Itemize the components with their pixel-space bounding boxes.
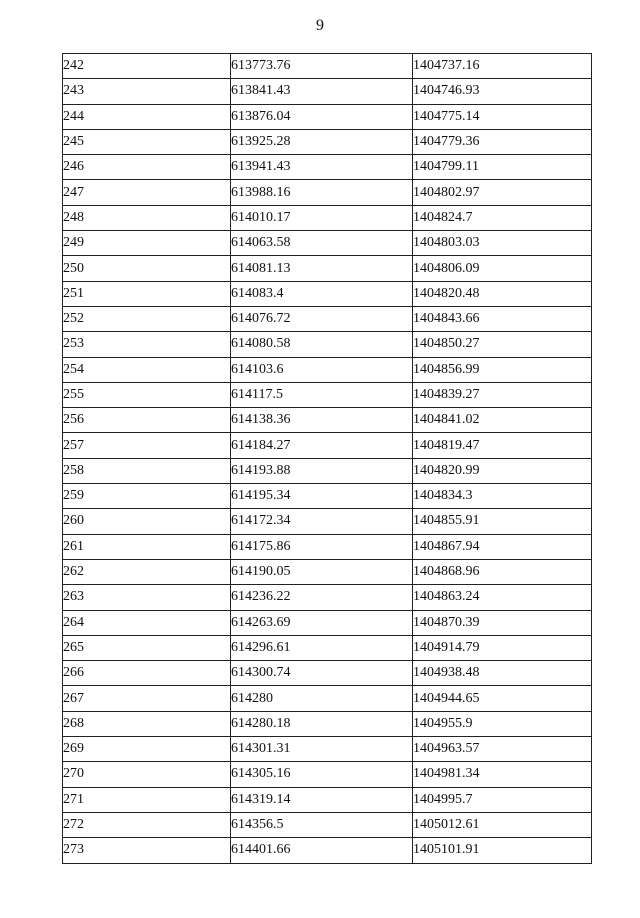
table-row: [63, 231, 592, 256]
table-row: [63, 610, 592, 635]
table-row: [63, 585, 592, 610]
x-coordinate-cell: 614081.13: [231, 256, 413, 281]
y-coordinate-cell: 1404824.7: [413, 205, 592, 230]
table-row: [63, 737, 592, 762]
point-number-cell: 255: [63, 382, 231, 407]
table-row: [63, 458, 592, 483]
y-coordinate-cell: 1404855.91: [413, 509, 592, 534]
y-coordinate-cell: 1404806.09: [413, 256, 592, 281]
y-coordinate-cell: 1404775.14: [413, 104, 592, 129]
x-coordinate-cell: 614236.22: [231, 585, 413, 610]
table-row: [63, 559, 592, 584]
table-row: [63, 762, 592, 787]
y-coordinate-cell: 1405012.61: [413, 812, 592, 837]
point-number-cell: 244: [63, 104, 231, 129]
table-row: [63, 79, 592, 104]
point-number-cell: 246: [63, 155, 231, 180]
table-row: [63, 256, 592, 281]
point-number-cell: 267: [63, 686, 231, 711]
x-coordinate-cell: 614280: [231, 686, 413, 711]
x-coordinate-cell: 614401.66: [231, 838, 413, 863]
point-number-cell: 247: [63, 180, 231, 205]
table-row: [63, 711, 592, 736]
y-coordinate-cell: 1405101.91: [413, 838, 592, 863]
y-coordinate-cell: 1404843.66: [413, 306, 592, 331]
point-number-cell: 252: [63, 306, 231, 331]
point-number-cell: 269: [63, 737, 231, 762]
x-coordinate-cell: 614193.88: [231, 458, 413, 483]
table-row: [63, 509, 592, 534]
y-coordinate-cell: 1404963.57: [413, 737, 592, 762]
x-coordinate-cell: 613841.43: [231, 79, 413, 104]
x-coordinate-cell: 614083.4: [231, 281, 413, 306]
y-coordinate-cell: 1404867.94: [413, 534, 592, 559]
x-coordinate-cell: 613925.28: [231, 129, 413, 154]
point-number-cell: 264: [63, 610, 231, 635]
table-row: [63, 332, 592, 357]
y-coordinate-cell: 1404841.02: [413, 408, 592, 433]
y-coordinate-cell: 1404799.11: [413, 155, 592, 180]
table-row: [63, 534, 592, 559]
y-coordinate-cell: 1404995.7: [413, 787, 592, 812]
table-row: [63, 787, 592, 812]
table-row: [63, 408, 592, 433]
x-coordinate-cell: 614080.58: [231, 332, 413, 357]
table-row: [63, 433, 592, 458]
y-coordinate-cell: 1404870.39: [413, 610, 592, 635]
y-coordinate-cell: 1404737.16: [413, 54, 592, 79]
point-number-cell: 260: [63, 509, 231, 534]
point-number-cell: 253: [63, 332, 231, 357]
y-coordinate-cell: 1404850.27: [413, 332, 592, 357]
point-number-cell: 261: [63, 534, 231, 559]
x-coordinate-cell: 614175.86: [231, 534, 413, 559]
point-number-cell: 265: [63, 635, 231, 660]
point-number-cell: 242: [63, 54, 231, 79]
page-number: 9: [316, 17, 324, 34]
x-coordinate-cell: 613773.76: [231, 54, 413, 79]
x-coordinate-cell: 614184.27: [231, 433, 413, 458]
point-number-cell: 248: [63, 205, 231, 230]
table-row: [63, 812, 592, 837]
x-coordinate-cell: 614305.16: [231, 762, 413, 787]
x-coordinate-cell: 614263.69: [231, 610, 413, 635]
x-coordinate-cell: 614301.31: [231, 737, 413, 762]
y-coordinate-cell: 1404863.24: [413, 585, 592, 610]
y-coordinate-cell: 1404914.79: [413, 635, 592, 660]
y-coordinate-cell: 1404779.36: [413, 129, 592, 154]
y-coordinate-cell: 1404938.48: [413, 661, 592, 686]
point-number-cell: 258: [63, 458, 231, 483]
x-coordinate-cell: 614296.61: [231, 635, 413, 660]
coordinates-table: [62, 53, 592, 864]
point-number-cell: 254: [63, 357, 231, 382]
x-coordinate-cell: 614063.58: [231, 231, 413, 256]
x-coordinate-cell: 613876.04: [231, 104, 413, 129]
y-coordinate-cell: 1404839.27: [413, 382, 592, 407]
table-row: [63, 281, 592, 306]
y-coordinate-cell: 1404746.93: [413, 79, 592, 104]
point-number-cell: 268: [63, 711, 231, 736]
table-row: [63, 686, 592, 711]
table-row: [63, 155, 592, 180]
y-coordinate-cell: 1404803.03: [413, 231, 592, 256]
coordinates-table-body: [63, 54, 592, 864]
x-coordinate-cell: 614190.05: [231, 559, 413, 584]
table-row: [63, 180, 592, 205]
x-coordinate-cell: 614010.17: [231, 205, 413, 230]
y-coordinate-cell: 1404820.48: [413, 281, 592, 306]
table-row: [63, 382, 592, 407]
y-coordinate-cell: 1404944.65: [413, 686, 592, 711]
table-row: [63, 661, 592, 686]
table-row: [63, 838, 592, 863]
x-coordinate-cell: 614138.36: [231, 408, 413, 433]
x-coordinate-cell: 613941.43: [231, 155, 413, 180]
y-coordinate-cell: 1404981.34: [413, 762, 592, 787]
x-coordinate-cell: 614356.5: [231, 812, 413, 837]
point-number-cell: 262: [63, 559, 231, 584]
table-row: [63, 54, 592, 79]
point-number-cell: 270: [63, 762, 231, 787]
table-row: [63, 306, 592, 331]
x-coordinate-cell: 613988.16: [231, 180, 413, 205]
x-coordinate-cell: 614076.72: [231, 306, 413, 331]
x-coordinate-cell: 614172.34: [231, 509, 413, 534]
point-number-cell: 256: [63, 408, 231, 433]
table-row: [63, 484, 592, 509]
y-coordinate-cell: 1404819.47: [413, 433, 592, 458]
point-number-cell: 249: [63, 231, 231, 256]
x-coordinate-cell: 614319.14: [231, 787, 413, 812]
y-coordinate-cell: 1404802.97: [413, 180, 592, 205]
table-row: [63, 635, 592, 660]
point-number-cell: 263: [63, 585, 231, 610]
table-row: [63, 205, 592, 230]
point-number-cell: 250: [63, 256, 231, 281]
y-coordinate-cell: 1404868.96: [413, 559, 592, 584]
point-number-cell: 266: [63, 661, 231, 686]
point-number-cell: 251: [63, 281, 231, 306]
x-coordinate-cell: 614280.18: [231, 711, 413, 736]
point-number-cell: 271: [63, 787, 231, 812]
y-coordinate-cell: 1404955.9: [413, 711, 592, 736]
point-number-cell: 272: [63, 812, 231, 837]
y-coordinate-cell: 1404820.99: [413, 458, 592, 483]
x-coordinate-cell: 614117.5: [231, 382, 413, 407]
table-row: [63, 357, 592, 382]
x-coordinate-cell: 614300.74: [231, 661, 413, 686]
table-row: [63, 104, 592, 129]
y-coordinate-cell: 1404834.3: [413, 484, 592, 509]
x-coordinate-cell: 614103.6: [231, 357, 413, 382]
table-row: [63, 129, 592, 154]
y-coordinate-cell: 1404856.99: [413, 357, 592, 382]
point-number-cell: 257: [63, 433, 231, 458]
point-number-cell: 259: [63, 484, 231, 509]
point-number-cell: 243: [63, 79, 231, 104]
point-number-cell: 273: [63, 838, 231, 863]
point-number-cell: 245: [63, 129, 231, 154]
x-coordinate-cell: 614195.34: [231, 484, 413, 509]
